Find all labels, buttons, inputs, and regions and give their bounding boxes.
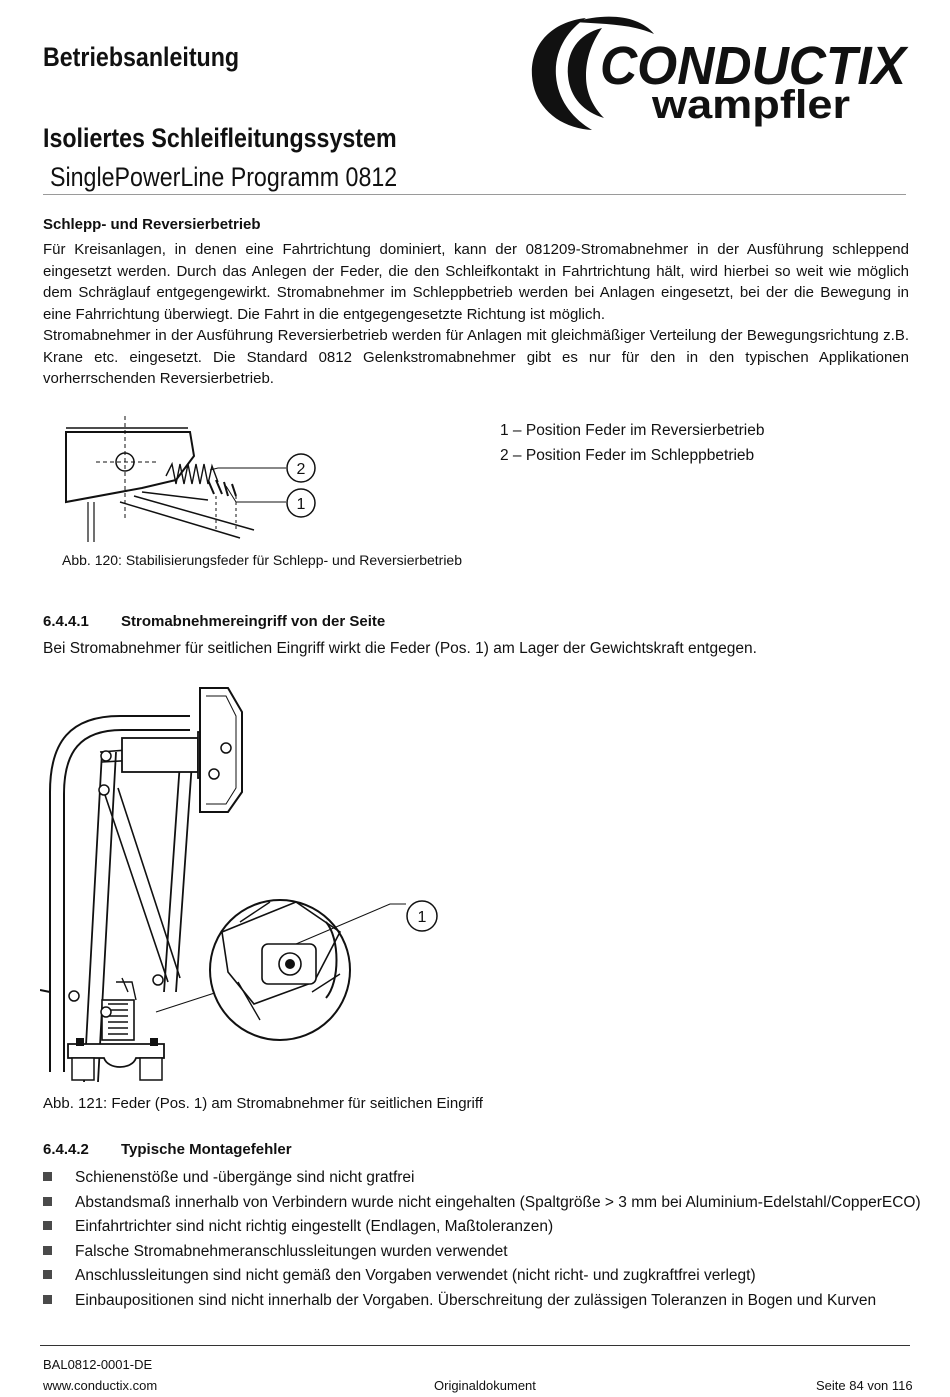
legend-item: 1 – Position Feder im Reversierbetrieb (500, 422, 765, 439)
footer-original-label: Originaldokument (434, 1378, 536, 1393)
bullet-square-icon (43, 1172, 52, 1181)
mounting-errors-list (43, 1167, 921, 1314)
callout-label-1: 1 (417, 909, 427, 926)
footer-divider (40, 1345, 910, 1346)
conductix-wampfler-logo (528, 14, 912, 136)
footer-doc-id: BAL0812-0001-DE (43, 1357, 153, 1372)
list-item: Einbaupositionen sind nicht innerhalb der Vorgaben. Überschreitung der zulässigen Toleranzen in Bogen und Kurven (43, 1290, 921, 1315)
bullet-square-icon (43, 1197, 52, 1206)
footer-page-number: Seite 84 von 116 (816, 1378, 913, 1393)
document-type: Betriebsanleitung (43, 42, 240, 72)
figure-121-caption: Abb. 121: Feder (Pos. 1) am Stromabnehmer für seitlichen Eingriff (43, 1095, 483, 1112)
bullet-square-icon (43, 1246, 52, 1255)
list-item: Abstandsmaß innerhalb von Verbindern wurde nicht eingehalten (Spaltgröße > 3 mm bei Aluminium-Edelstahl/CopperECO) (43, 1192, 921, 1217)
list-item: Schienenstöße und -übergänge sind nicht gratfrei (43, 1167, 921, 1192)
section-number: 6.4.4.2 (43, 1141, 89, 1158)
list-item: Einfahrtrichter sind nicht richtig eingestellt (Endlagen, Maßtoleranzen) (43, 1216, 921, 1241)
section-heading-drag: Schlepp- und Reversierbetrieb (43, 216, 261, 233)
figure-121-drawing (40, 682, 450, 1092)
legend-item: 2 – Position Feder im Schleppbetrieb (500, 447, 755, 464)
page-subtitle: SinglePowerLine Programm 0812 (50, 162, 398, 192)
section-heading-6442 (43, 1141, 292, 1158)
figure-120-legend (500, 418, 764, 468)
logo-brand-text: CONDUCTIX (600, 36, 909, 96)
paragraph: Für Kreisanlagen, in denen eine Fahrtrichtung dominiert, kann der 081209-Stromabnehmer in der Ausführung schleppend eingesetzt werden. Durch das Anlegen der Feder, die den Schleifkontakt in Fahrtrichtung hält, wird hierbei so weit wie möglich dem Schräglauf entgegengewirkt. Stromabnehmer im Schleppbetrieb werden bei Anlagen eingesetzt, bei der die Bewegung in eine Fahrrichtung überwiegt. Die Fahrt in die entgegengesetzte Richtung ist möglich. (43, 241, 909, 323)
figure-120-drawing (58, 410, 328, 545)
footer-website: www.conductix.com (43, 1378, 158, 1393)
section-title: Stromabnehmereingriff von der Seite (121, 613, 386, 630)
callout-label-2: 2 (296, 461, 306, 478)
figure-120-caption: Abb. 120: Stabilisierungsfeder für Schlepp- und Reversierbetrieb (62, 552, 463, 568)
bullet-square-icon (43, 1221, 52, 1230)
page-title: Isoliertes Schleifleitungssystem (43, 123, 397, 153)
bullet-square-icon (43, 1270, 52, 1279)
section-title: Typische Montagefehler (121, 1141, 292, 1158)
section-number: 6.4.4.1 (43, 613, 89, 630)
logo-sub-text: wampfler (650, 83, 850, 127)
paragraph: Stromabnehmer in der Ausführung Reversierbetrieb werden für Anlagen mit gleichmäßiger Verteilung der Bewegungsrichtung z.B. Krane etc. eingesetzt. Die Standard 0812 Gelenkstromabnehmer gibt es nur für den in den typischen Applikationen vorherrschenden Reversierbetrieb. (43, 327, 909, 387)
section-drag-body (43, 239, 909, 390)
list-item: Falsche Stromabnehmeranschlussleitungen wurden verwendet (43, 1241, 921, 1266)
header-divider (43, 194, 906, 195)
callout-label-1: 1 (296, 496, 306, 513)
section-6441-text: Bei Stromabnehmer für seitlichen Eingriff wirkt die Feder (Pos. 1) am Lager der Gewichtskraft entgegen. (43, 640, 757, 657)
list-item: Anschlussleitungen sind nicht gemäß den Vorgaben verwendet (nicht richt- und zugkraftfrei verlegt) (43, 1265, 921, 1290)
section-heading-6441 (43, 613, 385, 630)
bullet-square-icon (43, 1295, 52, 1304)
